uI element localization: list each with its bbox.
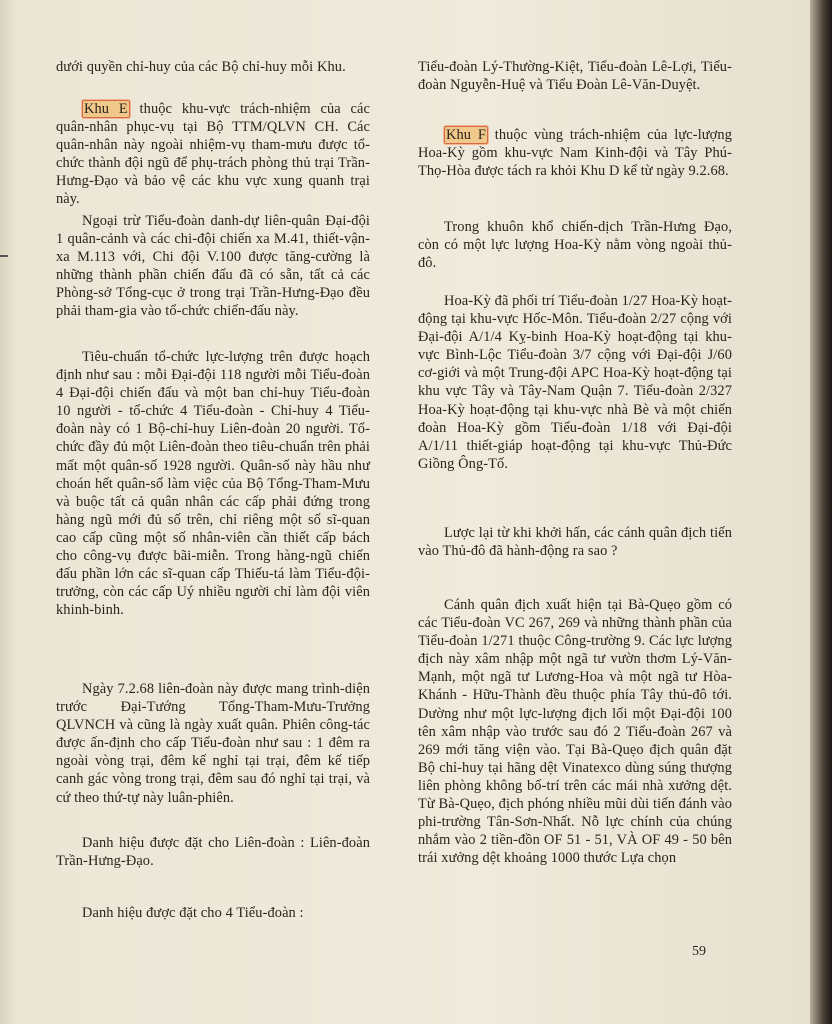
left-paragraph-3: Ngoại trừ Tiểu-đoàn danh-dự liên-quân Đại-đội 1 quân-cảnh và các chi-đội chiến xa M.41, thiết-vận-xa M.113 với, Chi đội V.100 được tăng-cường là những thành phần chiến đấu đã có sẵn, tất cả các Phòng-sở Tổng-cục ở trong trại Trần-Hưng-Đạo đều phải tham-gia vào tổ-chức chiến-đấu này. xyxy=(56,213,370,320)
left-paragraph-5: Ngày 7.2.68 liên-đoàn này được mang trình-diện trước Đại-Tướng Tổng-Tham-Mưu-Trưởng QLVNCH và cũng là ngày xuất quân. Phiên công-tác được ấn-định cho cấp Tiểu-đoàn như sau : 1 đêm ra ngoài vòng trại, đêm kế nghỉ tại trại, đêm kế tiếp canh gác vòng trong trại, đêm sau đó nghỉ tại trại, và cứ theo thứ-tự này luân-phiên. xyxy=(56,681,370,806)
right-paragraph-5: Lược lại từ khi khởi hấn, các cánh quân địch tiến vào Thủ-đô đã hành-động ra sao ? xyxy=(418,525,732,560)
right-paragraph-4: Hoa-Kỳ đã phối trí Tiểu-đoàn 1/27 Hoa-Kỳ hoạt-động tại khu-vực Hốc-Môn. Tiểu-đoàn 2/27 cộng với Đại-đội A/1/4 Kỵ-binh Hoa-Kỳ hoạt-động tại khu-vực Bình-Lộc Tiểu-đoàn 3/7 cộng với Đại-đội J/60 cơ-giới và một Trung-đội APC Hoa-Kỳ hoạt-động tại khu vực Tây và Tây-Nam Quận 7. Tiểu-đoàn 2/327 Hoa-Kỳ hoạt-động tại khu-vực nhà Bè và một chiến đoàn Hoa-Kỳ gồm Tiểu-đoàn 1/18 với Đại-đội A/1/11 thiết-giáp hoạt-động tại khu-vực Thủ-Đức Giồng Ông-Tố. xyxy=(418,293,732,472)
page-edge-shadow xyxy=(810,0,832,1024)
binding-mark xyxy=(0,255,8,257)
left-paragraph-khu-e xyxy=(56,100,370,209)
left-paragraph-4: Tiêu-chuẩn tổ-chức lực-lượng trên được hoạch định như sau : mỗi Đại-đội 118 người mỗi Tiểu-đoàn 4 Đại-đội chiến đấu và một ban chỉ-huy Tiểu-đoàn 10 người - tổ-chức 4 Tiểu-đoàn - Chỉ-huy 4 Tiểu-đoàn này có 1 Bộ-chỉ-huy Liên-đoàn 20 người. Tổ-chức đầy đủ một Liên-đoàn theo tiêu-chuẩn trên phải mất một quân-số 1928 người. Quân-số này hầu như choán hết quân-số làm việc của Bộ Tổng-Tham-Mưu và buộc tất cả quân nhân các cấp phải đứng trong hàng ngũ mới đủ số trên, chỉ riêng một số sĩ-quan cao cấp cũng một số nhân-viên cần thiết cấp bách cho công-vụ được bãi-miễn. Trong hàng-ngũ chiến đấu phần lớn các sĩ-quan cấp Thiếu-tá làm Tiểu-đội-trưởng, còn các cấp Uý nhiều người chỉ làm đội viên khinh-binh. xyxy=(56,349,370,619)
khu-e-text: thuộc khu-vực trách-nhiệm của các quân-nhân phục-vụ tại Bộ TTM/QLVN CH. Các quân-nhân này ngoài nhiệm-vụ tham-mưu được tổ-chức thành đội ngũ để phụ-trách phòng thủ trại Trần-Hưng-Đạo và bảo vệ các khu vực xung quanh trại này. xyxy=(56,101,370,208)
right-paragraph-1: Tiểu-đoàn Lý-Thường-Kiệt, Tiểu-đoàn Lê-Lợi, Tiểu-đoàn Nguyễn-Huệ và Tiểu Đoàn Lê-Văn-Duyệt. xyxy=(418,59,732,94)
page-number: 59 xyxy=(692,944,706,959)
khu-e-highlight: Khu E xyxy=(84,101,128,117)
left-paragraph-1: dưới quyền chỉ-huy của các Bộ chỉ-huy mỗi Khu. xyxy=(56,59,346,75)
right-paragraph-3: Trong khuôn khổ chiến-dịch Trần-Hưng Đạo, còn có một lực lượng Hoa-Kỳ nằm vòng ngoài thủ-đô. xyxy=(418,219,732,272)
khu-f-highlight: Khu F xyxy=(446,127,486,143)
left-paragraph-6: Danh hiệu được đặt cho Liên-đoàn : Liên-đoàn Trần-Hưng-Đạo. xyxy=(56,835,370,870)
khu-f-text: thuộc vùng trách-nhiệm của lực-lượng Hoa-Kỳ gồm khu-vực Nam Kinh-đội và Tây Phú-Thọ-Hòa được tách ra khỏi Khu D kể từ ngày 9.2.68. xyxy=(418,127,732,180)
right-paragraph-6: Cánh quân địch xuất hiện tại Bà-Quẹo gồm có các Tiểu-đoàn VC 267, 269 và những thành phần của Tiểu-đoàn 1/271 thuộc Công-trường 9. Các lực lượng địch này xâm nhập một ngã tư vườn thơm Lý-Văn-Mạnh, một ngã tư Lương-Hoa và một ngã tư Hòa-Khánh - Hữu-Thành đều thuộc phía Tây thủ-đô tới. Dường như một lực-lượng địch lối một Đại-đội 100 tên xâm nhập vào trước sau đó 2 Tiểu-đoàn 267 và 269 mới tăng viện vào. Tại Bà-Quẹo địch quân đặt Bộ chỉ-huy tại hãng dệt Vinatexco dùng súng thượng liên phòng không bố-trí trên các mái nhà xưởng dệt. Từ Bà-Quẹo, địch phóng nhiều mũi dùi tiến đánh vào phi-trường Tân-Sơn-Nhất. Nỗ lực chính của chúng nhắm vào 2 tiền-đồn OF 51 - 51, VÀ OF 49 - 50 bên trái xưởng dệt khoảng 1000 thước Lựa chọn xyxy=(418,597,732,867)
right-paragraph-khu-f xyxy=(418,126,732,180)
left-paragraph-7: Danh hiệu được đặt cho 4 Tiểu-đoàn : xyxy=(82,905,304,921)
